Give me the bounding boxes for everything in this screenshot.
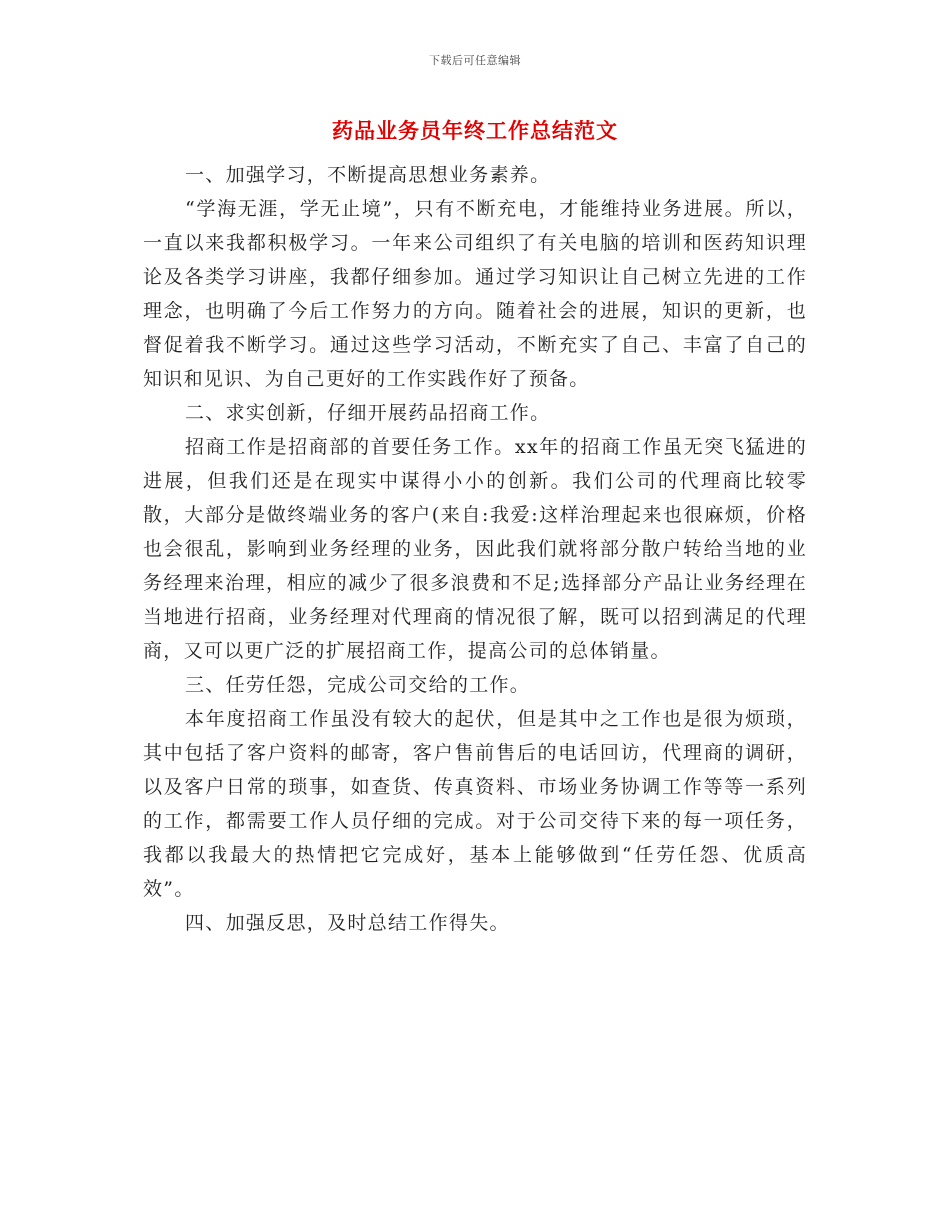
paragraph-3: 本年度招商工作虽没有较大的起伏，但是其中之工作也是很为烦琐，其中包括了客户资料的邮寄，客户售前售后的电话回访，代理商的调研，以及客户日常的琐事，如查货、传真资料、市场业务协调工作等等一系列的工作，都需要工作人员仔细的完成。对于公司交待下来的每一项任务，我都以我最大的热情把它完成好，基本上能够做到“任劳任怨、优质高效”。 <box>143 708 807 900</box>
section-heading-4: 四、加强反思，及时总结工作得失。 <box>185 912 510 934</box>
paragraph-2: 招商工作是招商部的首要任务工作。xx年的招商工作虽无突飞猛进的进展，但我们还是在现实中谋得小小的创新。我们公司的代理商比较零散，大部分是做终端业务的客户(来自:我爱:这样治理起来也很麻烦，价格也会很乱，影响到业务经理的业务，因此我们就将部分散户转给当地的业务经理来治理，相应的减少了很多浪费和不足;选择部分产品让业务经理在当地进行招商，业务经理对代理商的情况很了解，既可以招到满足的代理商，又可以更广泛的扩展招商工作，提高公司的总体销量。 <box>143 436 807 662</box>
document-body <box>143 158 807 940</box>
header-note: 下载后可任意编辑 <box>429 54 521 67</box>
paragraph-1: “学海无涯，学无止境”，只有不断充电，才能维持业务进展。所以，一直以来我都积极学习。一年来公司组织了有关电脑的培训和医药知识理论及各类学习讲座，我都仔细参加。通过学习知识让自己树立先进的工作理念，也明确了今后工作努力的方向。随着社会的进展，知识的更新，也督促着我不断学习。通过这些学习活动，不断充实了自己、丰富了自己的知识和见识、为自己更好的工作实践作好了预备。 <box>143 198 807 390</box>
section-heading-3: 三、任劳任怨，完成公司交给的工作。 <box>185 674 531 696</box>
section-heading-1: 一、加强学习，不断提高思想业务素养。 <box>185 164 551 186</box>
section-heading-2: 二、求实创新，仔细开展药品招商工作。 <box>185 402 551 424</box>
document-title: 药品业务员年终工作总结范文 <box>332 118 618 143</box>
